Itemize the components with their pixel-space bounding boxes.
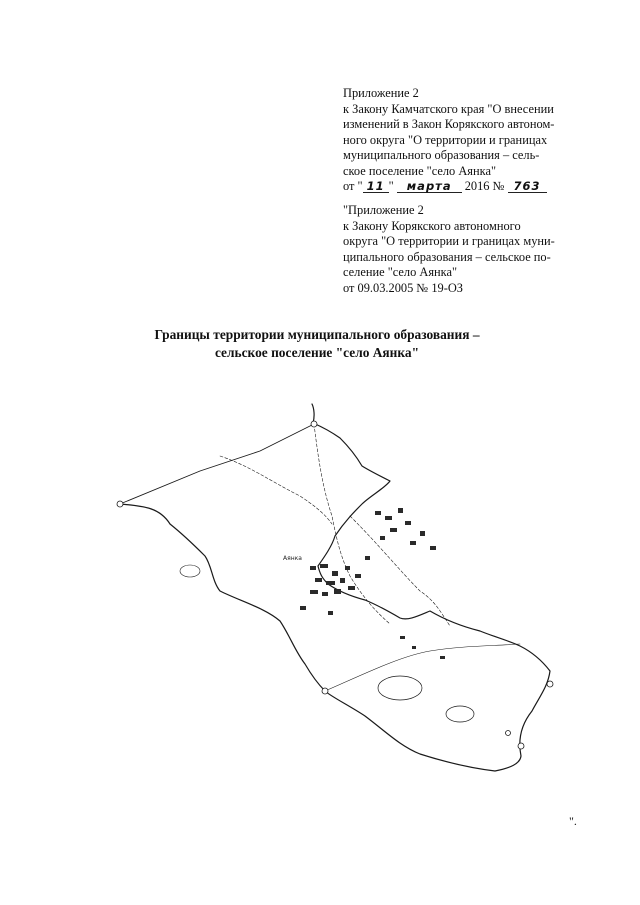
year-number-label: 2016 № <box>464 179 505 193</box>
appendix-line: к Закону Корякского автономного <box>343 218 521 233</box>
appendix-line: к Закону Камчатского края "О внесении <box>343 101 554 116</box>
appendix-line: ципального образования – сельское по- <box>343 249 551 264</box>
lake <box>180 565 200 577</box>
closing-quote-mark: ". <box>569 814 577 828</box>
road <box>220 456 332 524</box>
appendix-line: селение "село Аянка" <box>343 265 458 279</box>
appendix-line: от 09.03.2005 № 19-ОЗ <box>343 280 463 295</box>
lake <box>378 676 422 700</box>
appendix-heading: "Приложение 2 <box>343 203 424 217</box>
boundary-map <box>100 396 570 796</box>
document-title <box>0 326 640 362</box>
title-line-1: Границы территории муниципального образования – <box>154 327 480 342</box>
appendix-new-law <box>343 86 561 195</box>
appendix-line: ское поселение "село Аянка" <box>343 163 497 178</box>
handwritten-law-number: 763 <box>508 180 547 193</box>
road <box>350 516 450 626</box>
date-prefix: от " <box>343 179 363 193</box>
appendix-original-law <box>343 203 561 296</box>
appendix-heading: Приложение 2 <box>343 86 419 100</box>
lake <box>446 706 474 722</box>
territory-boundary <box>120 404 550 771</box>
handwritten-month: марта <box>397 180 462 193</box>
title-line-2: сельское поселение "село Аянка" <box>214 345 420 360</box>
appendix-line: ного округа "О территории и границах <box>343 132 548 147</box>
settlement-buildings <box>300 508 445 659</box>
road <box>325 644 520 691</box>
north-boundary-line <box>120 424 314 504</box>
appendix-line: округа "О территории и границах муни- <box>343 234 555 248</box>
handwritten-day: 11 <box>363 180 389 193</box>
appendix-line: изменений в Закон Корякского автоном- <box>343 117 555 131</box>
law-date-line: от " 11 " марта 2016 № 763 <box>343 179 561 195</box>
village-label: Аянка <box>283 555 302 562</box>
appendix-line: муниципального образования – сель- <box>343 148 540 162</box>
